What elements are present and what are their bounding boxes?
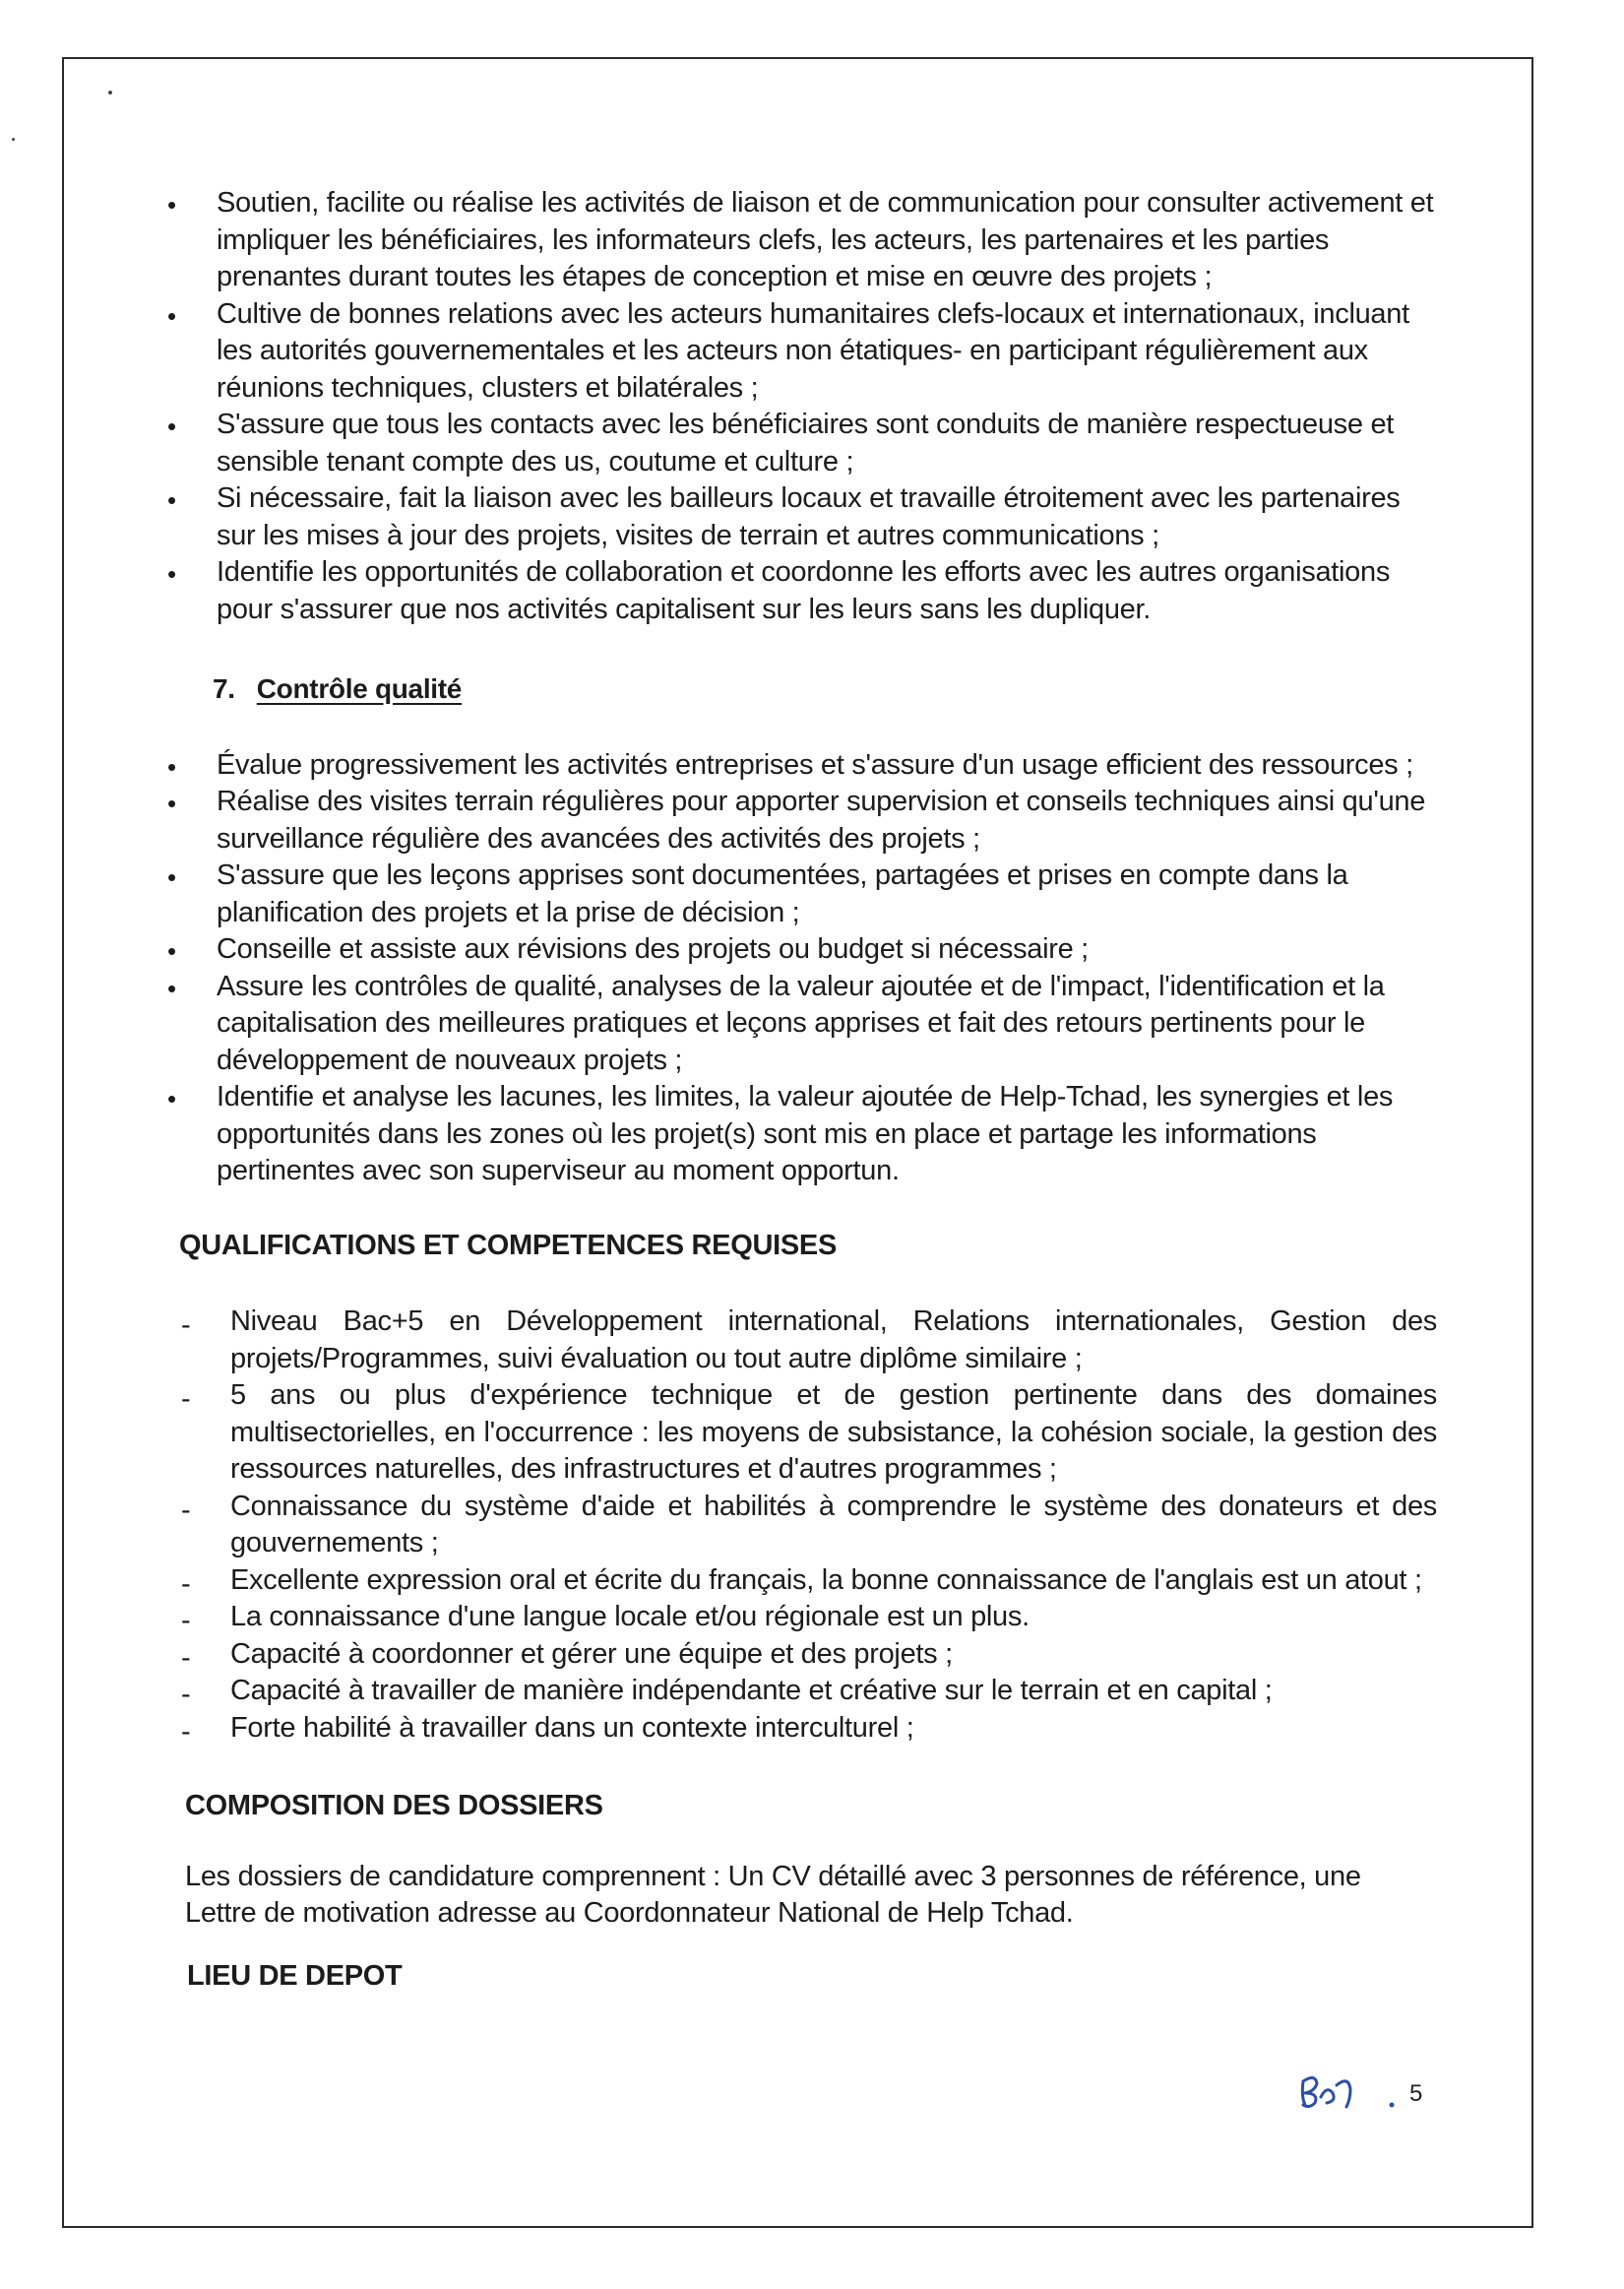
- list-item: • Conseille et assiste aux révisions des projets ou budget si nécessaire ;: [118, 931, 1437, 969]
- document-body: [118, 185, 1437, 1995]
- composition-text: Les dossiers de candidature comprennent : Un CV détaillé avec 3 personnes de référence, une Lettre de motivation adresse au Coordonnateur National de Help Tchad.: [185, 1860, 1361, 1929]
- list-item: • Soutien, facilite ou réalise les activités de liaison et de communication pour consulter activement et impliquer les bénéficiaires, les informateurs clefs, les acteurs, les partenaires et les parties prenantes durant toutes les étapes de conception et mise en œuvre des projets ;: [118, 185, 1437, 296]
- list-item: • Réalise des visites terrain régulières pour apporter supervision et conseils techniques ainsi qu'une surveillance régulière des avancées des activités des projets ;: [118, 784, 1437, 858]
- list-item: - Excellente expression oral et écrite du français, la bonne connaissance de l'anglais est un atout ;: [118, 1562, 1437, 1600]
- list-item: • Assure les contrôles de qualité, analyses de la valeur ajoutée et de l'impact, l'identification et la capitalisation des meilleures pratiques et leçons apprises et fait des retours pertinents pour le développement de nouveaux projets ;: [118, 969, 1437, 1080]
- list-item: - Capacité à coordonner et gérer une équipe et des projets ;: [118, 1636, 1437, 1674]
- list-item: • Si nécessaire, fait la liaison avec les bailleurs locaux et travaille étroitement avec les partenaires sur les mises à jour des projets, visites de terrain et autres communications ;: [118, 480, 1437, 554]
- composition-heading: COMPOSITION DES DOSSIERS: [185, 1790, 603, 1821]
- list-item: - Niveau Bac+5 en Développement international, Relations internationales, Gestion des projets/Programmes, suivi évaluation ou tout autre diplôme similaire ;: [118, 1303, 1437, 1377]
- list-item: - Capacité à travailler de manière indépendante et créative sur le terrain et en capital ;: [118, 1673, 1437, 1710]
- page-number: 5: [1409, 2080, 1423, 2107]
- list-item: • S'assure que tous les contacts avec les bénéficiaires sont conduits de manière respectueuse et sensible tenant compte des us, coutume et culture ;: [118, 407, 1437, 480]
- qualifications-heading: QUALIFICATIONS ET COMPETENCES REQUISES: [179, 1229, 838, 1261]
- activities-list: [118, 185, 1437, 628]
- scan-speck: [108, 91, 112, 95]
- list-item: • Identifie les opportunités de collaboration et coordonne les efforts avec les autres organisations pour s'assurer que nos activités capitalisent sur les leurs sans les dupliquer.: [118, 554, 1437, 628]
- list-item: - Connaissance du système d'aide et habilités à comprendre le système des donateurs et des gouvernements ;: [118, 1489, 1437, 1562]
- section-title: Contrôle qualité: [256, 673, 463, 704]
- lieu-heading: LIEU DE DEPOT: [187, 1959, 403, 1992]
- list-item: - Forte habilité à travailler dans un contexte interculturel ;: [118, 1710, 1437, 1748]
- qualifications-list: [118, 1303, 1437, 1747]
- quality-control-list: [118, 747, 1437, 1190]
- list-item: • Cultive de bonnes relations avec les acteurs humanitaires clefs-locaux et internationaux, incluant les autorités gouvernementales et les acteurs non étatiques- en participant régulièrement aux réunions techniques, clusters et bilatérales ;: [118, 296, 1437, 408]
- section-number: 7.: [213, 673, 235, 704]
- list-item: - 5 ans ou plus d'expérience technique et de gestion pertinente dans des domaines multisectorielles, en l'occurrence : les moyens de subsistance, la cohésion sociale, la gestion des ressources naturelles, des infrastructures et d'autres programmes ;: [118, 1377, 1437, 1489]
- handwritten-initials: [1297, 2067, 1405, 2127]
- list-item: • S'assure que les leçons apprises sont documentées, partagées et prises en compte dans la planification des projets et la prise de décision ;: [118, 858, 1437, 931]
- list-item: - La connaissance d'une langue locale et/ou régionale est un plus.: [118, 1599, 1437, 1636]
- scan-speck: [12, 138, 15, 141]
- section-heading-controle-qualite: [213, 670, 1437, 708]
- list-item: • Identifie et analyse les lacunes, les limites, la valeur ajoutée de Help-Tchad, les synergies et les opportunités dans les zones où les projet(s) sont mis en place et partage les informations pertinentes avec son superviseur au moment opportun.: [118, 1079, 1437, 1190]
- list-item: • Évalue progressivement les activités entreprises et s'assure d'un usage efficient des ressources ;: [118, 747, 1437, 785]
